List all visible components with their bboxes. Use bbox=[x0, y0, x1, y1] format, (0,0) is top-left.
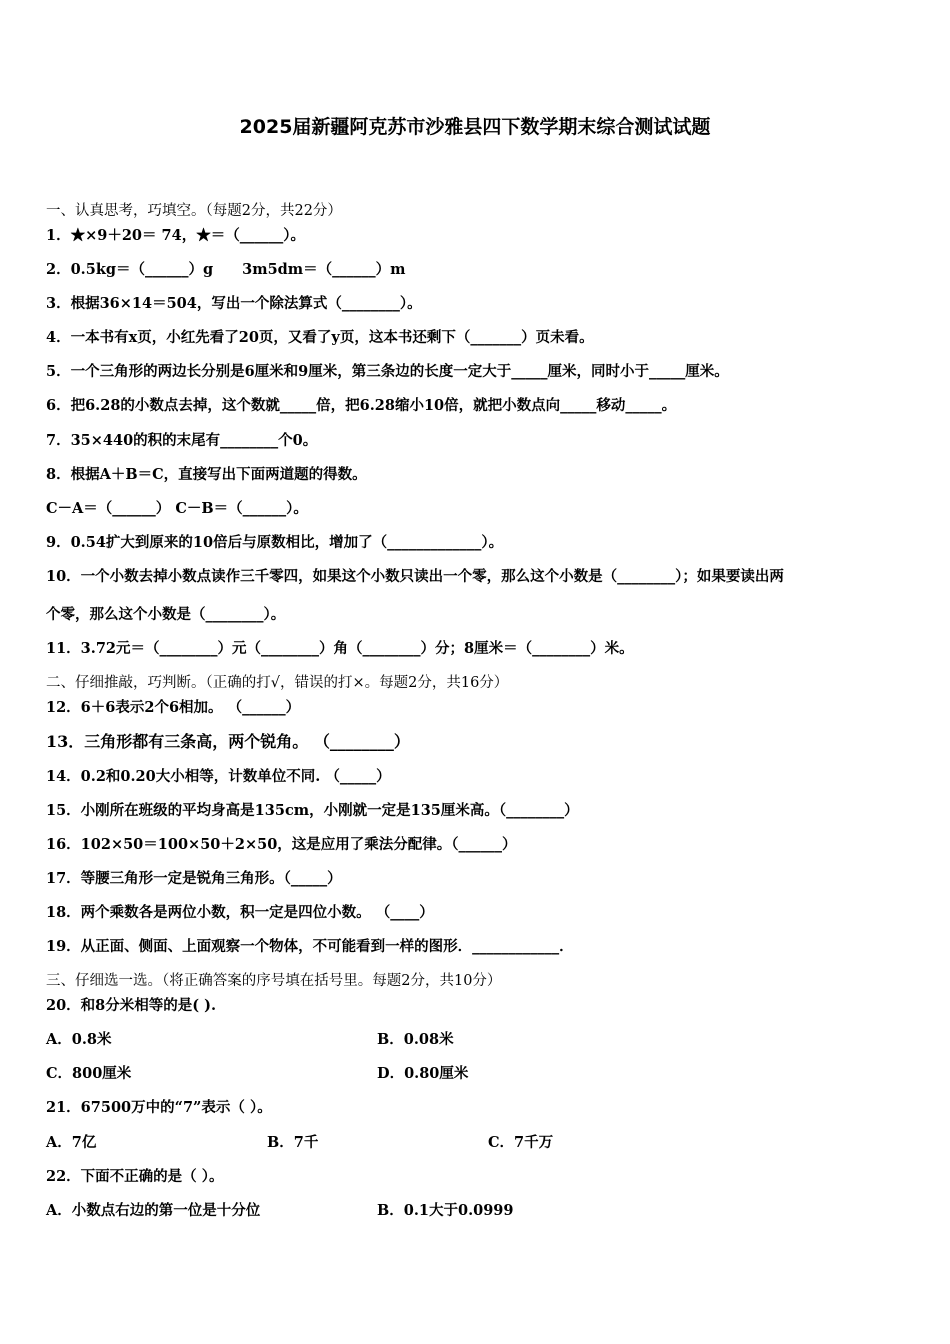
question-21: 21．67500万中的“7”表示（ ）。 bbox=[46, 1099, 272, 1116]
question-14: 14．0.2和0.20大小相等，计数单位不同. （_____） bbox=[46, 768, 391, 785]
question-17: 17．等腰三角形一定是锐角三角形。（_____） bbox=[46, 870, 342, 887]
option-22-a: A．小数点右边的第一位是十分位 bbox=[46, 1202, 261, 1219]
question-8: 8．根据A＋B＝C，直接写出下面两道题的得数。 bbox=[46, 466, 367, 483]
question-20: 20．和8分米相等的是( ). bbox=[46, 997, 217, 1014]
question-15: 15．小刚所在班级的平均身高是135cm，小刚就一定是135厘米高。（________） bbox=[46, 802, 579, 819]
section-heading-true-false: 二、仔细推敲，巧判断。（正确的打√，错误的打×。每题2分，共16分） bbox=[46, 675, 509, 691]
question-13: 13．三角形都有三条高，两个锐角。 （________） bbox=[46, 732, 410, 751]
option-20-a: A．0.8米 bbox=[46, 1031, 112, 1048]
question-10-line-2: 个零，那么这个小数是（________）。 bbox=[46, 606, 286, 623]
question-16: 16．102×50＝100×50＋2×50，这是应用了乘法分配律。（______） bbox=[46, 836, 517, 853]
question-12: 12．6＋6表示2个6相加。 （______） bbox=[46, 699, 301, 716]
question-5: 5．一个三角形的两边长分别是6厘米和9厘米，第三条边的长度一定大于_____厘米，同时小于_____厘米。 bbox=[46, 363, 729, 380]
question-22: 22．下面不正确的是（ ）。 bbox=[46, 1168, 224, 1185]
option-22-b: B．0.1大于0.0999 bbox=[377, 1202, 514, 1219]
question-6: 6．把6.28的小数点去掉，这个数就_____倍，把6.28缩小10倍，就把小数点向_____移动_____。 bbox=[46, 397, 677, 414]
question-3: 3．根据36×14＝504，写出一个除法算式（________）。 bbox=[46, 295, 422, 312]
question-7: 7．35×440的积的末尾有________个0。 bbox=[46, 432, 318, 449]
question-4: 4．一本书有x页，小红先看了20页，又看了y页，这本书还剩下（_______）页未看。 bbox=[46, 329, 594, 346]
option-20-c: C．800厘米 bbox=[46, 1065, 132, 1082]
question-8-answers: C－A＝（______） C－B＝（______）。 bbox=[46, 500, 308, 517]
option-20-b: B．0.08米 bbox=[377, 1031, 454, 1048]
question-11: 11．3.72元＝（________）元（________）角（________）分；8厘米＝（________）米。 bbox=[46, 640, 634, 657]
option-21-a: A．7亿 bbox=[46, 1134, 97, 1151]
question-9: 9．0.54扩大到原来的10倍后与原数相比，增加了（_____________）。 bbox=[46, 534, 504, 551]
section-heading-multiple-choice: 三、仔细选一选。（将正确答案的序号填在括号里。每题2分，共10分） bbox=[46, 973, 502, 989]
option-21-b: B．7千 bbox=[267, 1134, 319, 1151]
option-21-c: C．7千万 bbox=[488, 1134, 554, 1151]
option-20-d: D．0.80厘米 bbox=[377, 1065, 469, 1082]
question-19: 19．从正面、侧面、上面观察一个物体，不可能看到一样的图形．____________． bbox=[46, 938, 574, 955]
question-2: 2．0.5kg＝（______）g 3m5dm＝（______）m bbox=[46, 261, 406, 278]
question-1: 1．★×9＋20＝ 74，★＝（______）。 bbox=[46, 227, 305, 244]
question-18: 18．两个乘数各是两位小数，积一定是四位小数。 （____） bbox=[46, 904, 434, 921]
page-title: 2025届新疆阿克苏市沙雅县四下数学期末综合测试试题 bbox=[239, 116, 711, 138]
section-heading-fill-blanks: 一、认真思考，巧填空。（每题2分，共22分） bbox=[46, 203, 342, 219]
question-10-line-1: 10．一个小数去掉小数点读作三千零四，如果这个小数只读出一个零，那么这个小数是（________）；如果要读出两 bbox=[46, 568, 784, 585]
